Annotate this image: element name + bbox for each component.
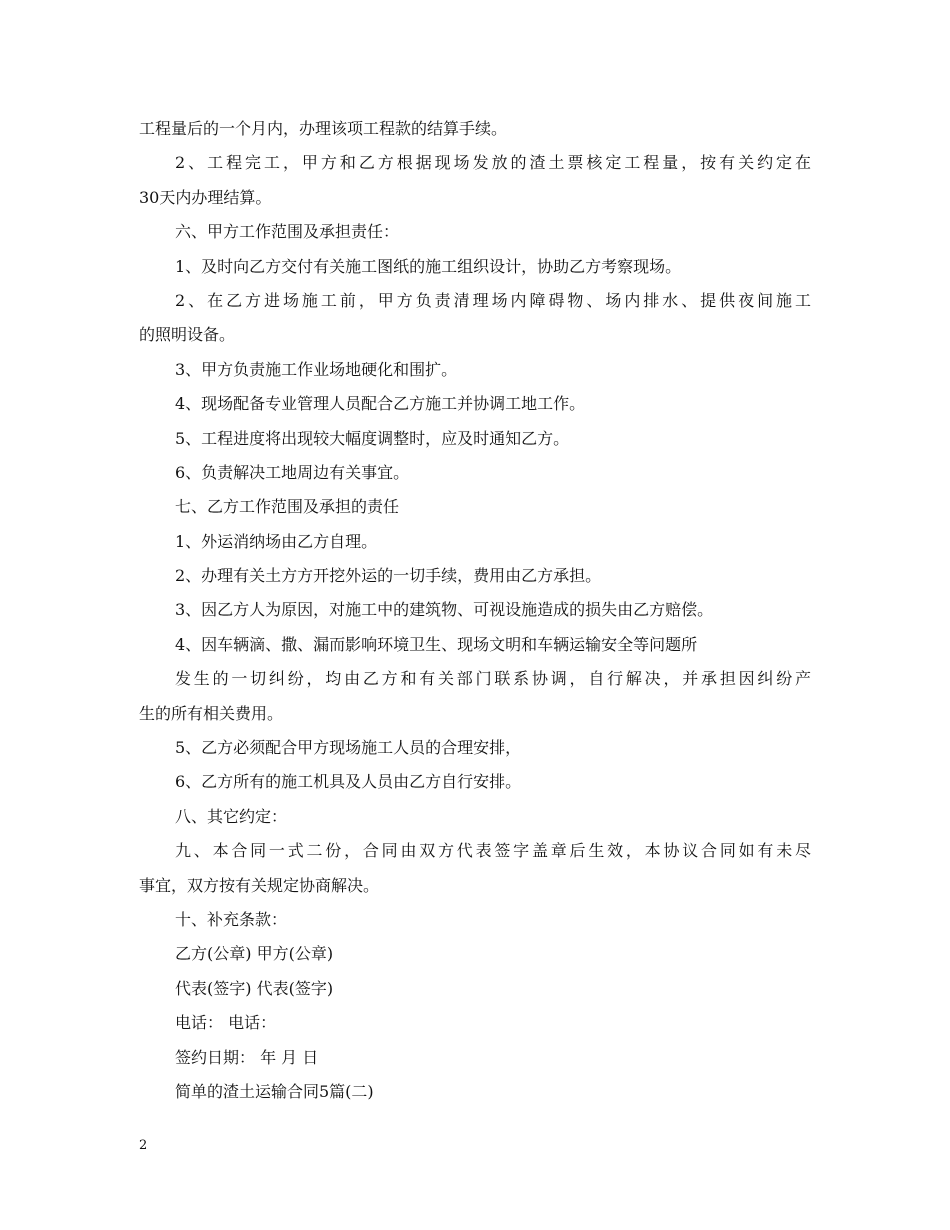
signature-seal-line: 乙方(公章) 甲方(公章) (175, 944, 334, 964)
next-contract-title: 简单的渣土运输合同5篇(二) (175, 1081, 374, 1101)
text-line-7: 的照明设备。 (139, 325, 236, 345)
text-line-17: 发生的一切纠纷，均由乙方和有关部门联系协调，自行解决，并承担因纠纷产 (175, 669, 811, 689)
text-line-1: 工程量后的一个月内，办理该项工程款的结算手续。 (139, 119, 508, 138)
section-heading-7: 七、乙方工作范围及承担的责任 (175, 497, 400, 517)
page-number: 2 (139, 1138, 148, 1153)
section-heading-8: 八、其它约定： (175, 806, 288, 826)
signature-phone-line: 电话： 电话： (175, 1013, 277, 1033)
signing-date-line: 签约日期： 年 月 日 (175, 1047, 319, 1067)
text-line-11: 6、负责解决工地周边有关事宜。 (175, 462, 410, 482)
text-line-3: 30天内办理结算。 (139, 187, 272, 207)
text-line-20: 6、乙方所有的施工机具及人员由乙方自行安排。 (175, 772, 522, 792)
text-line-9: 4、现场配备专业管理人员配合乙方施工并协调工地工作。 (175, 394, 586, 414)
signature-representative-line: 代表(签字) 代表(签字) (175, 978, 334, 998)
text-line-5: 1、及时向乙方交付有关施工图纸的施工组织设计，协助乙方考察现场。 (175, 256, 682, 276)
text-line-22: 九、本合同一式二份，合同由双方代表签字盖章后生效，本协议合同如有未尽 (175, 841, 811, 861)
text-line-15: 3、因乙方人为原因，对施工中的建筑物、可视设施造成的损失由乙方赔偿。 (175, 600, 714, 620)
text-line-23: 事宜，双方按有关规定协商解决。 (139, 875, 380, 895)
text-line-14: 2、办理有关土方方开挖外运的一切手续，费用由乙方承担。 (175, 566, 602, 586)
text-line-6: 2、在乙方进场施工前，甲方负责清理场内障碍物、场内排水、提供夜间施工 (175, 290, 811, 310)
text-line-8: 3、甲方负责施工作业场地硬化和围扩。 (175, 359, 458, 379)
section-heading-6: 六、甲方工作范围及承担责任： (175, 222, 400, 242)
text-line-10: 5、工程进度将出现较大幅度调整时，应及时通知乙方。 (175, 428, 570, 448)
text-line-2: 2、工程完工，甲方和乙方根据现场发放的渣土票核定工程量，按有关约定在 (175, 153, 811, 173)
text-line-19: 5、乙方必须配合甲方现场施工人员的合理安排， (175, 738, 522, 758)
text-line-16: 4、因车辆滴、撒、漏而影响环境卫生、现场文明和车辆运输安全等问题所 (175, 634, 698, 654)
text-line-18: 生的所有相关费用。 (139, 703, 284, 723)
text-line-13: 1、外运消纳场由乙方自理。 (175, 531, 378, 551)
section-heading-10: 十、补充条款： (175, 909, 288, 929)
document-body (139, 112, 811, 1109)
